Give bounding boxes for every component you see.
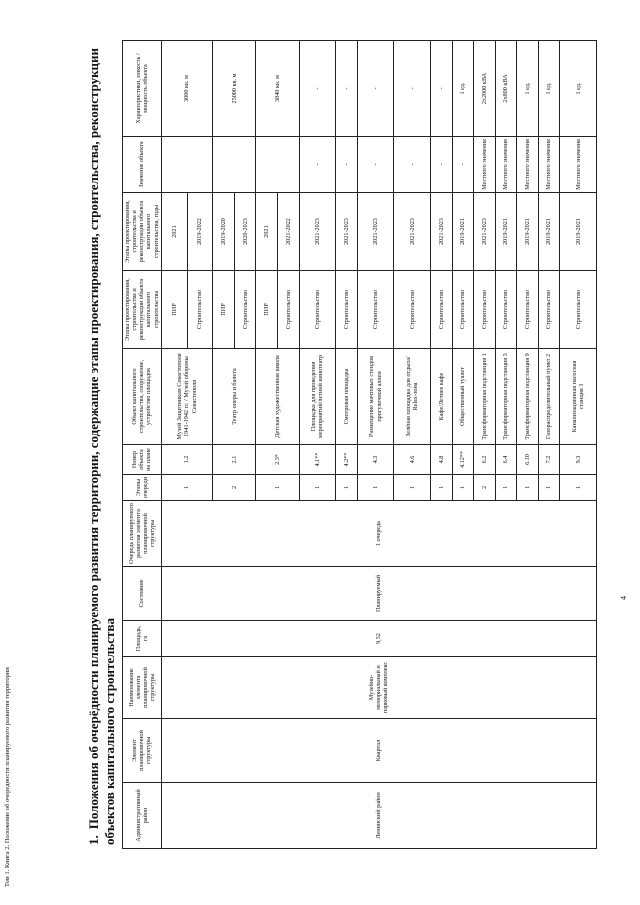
col-element: Элемент планировочной структуры <box>123 719 162 783</box>
cell-characteristics: - <box>357 41 394 137</box>
cell-significance: - <box>431 137 453 193</box>
cell-characteristics: 3000 кв. м <box>161 41 213 137</box>
col-name: Наименование элемента планировочной структуры <box>123 657 162 719</box>
cell-obj-num: 4.2** <box>336 445 358 475</box>
cell-significance <box>213 137 256 193</box>
cell-obj-num: 6.2 <box>474 445 496 475</box>
cell-stage: 1 <box>560 475 597 501</box>
cell-obj-name: Музей Защитникам Севастополя 1941-1942 гг. / Музей обороны Севастополя <box>161 349 213 445</box>
title-line-1: Положения об очерёдности планируемого развития территории, содержащие этапы проектирования, строительства, реконструкции <box>86 47 101 830</box>
cell-years: 2019-2022 <box>187 193 213 271</box>
cell-years: 2021-2023 <box>299 193 336 271</box>
cell-obj-num: 4.6 <box>394 445 431 475</box>
cell-phase: ПИР <box>161 271 187 349</box>
cell-obj-num: 6.10 <box>517 445 539 475</box>
cell-district: Ленинский район <box>161 783 596 849</box>
cell-obj-name: Трансформаторная подстанция 9 <box>517 349 539 445</box>
cell-phase: ПИР <box>256 271 278 349</box>
cell-years: 2021 <box>161 193 187 271</box>
cell-phase: Строительство <box>234 271 256 349</box>
cell-phase: Строительство <box>474 271 496 349</box>
cell-characteristics: 1 ед. <box>560 41 597 137</box>
cell-phase: Строительство <box>394 271 431 349</box>
cell-obj-num: 7.2 <box>538 445 560 475</box>
cell-characteristics: - <box>431 41 453 137</box>
cell-phase: Строительство <box>560 271 597 349</box>
cell-stage: 1 <box>256 475 299 501</box>
col-queue: Очередь планируемого развития элемента планировочной структуры <box>123 501 162 567</box>
cell-stage: 1 <box>517 475 539 501</box>
cell-phase: ПИР <box>213 271 235 349</box>
cell-obj-name: Детская художественная школа <box>256 349 299 445</box>
cell-phase: Строительство <box>299 271 336 349</box>
section-number: 1. <box>86 835 101 845</box>
cell-stage: 2 <box>213 475 256 501</box>
cell-name: Музейно-мемориальный и парковый комплекс <box>161 657 596 719</box>
cell-phase: Строительство <box>336 271 358 349</box>
cell-years: 2019-2021 <box>452 193 474 271</box>
cell-years: 2020-2023 <box>234 193 256 271</box>
cell-significance: - <box>357 137 394 193</box>
cell-phase: Строительство <box>538 271 560 349</box>
cell-characteristics: - <box>299 41 336 137</box>
cell-stage: 1 <box>431 475 453 501</box>
cell-significance: - <box>299 137 336 193</box>
cell-years: 2019-2021 <box>495 193 517 271</box>
cell-obj-name: Зелёная площадка для отдыха/ Relax-зона <box>394 349 431 445</box>
cell-significance: Местного значения <box>560 137 597 193</box>
cell-obj-name: Смотровая площадка <box>336 349 358 445</box>
cell-significance: - <box>336 137 358 193</box>
cell-phase: Строительство <box>517 271 539 349</box>
cell-phase: Строительство <box>452 271 474 349</box>
cell-obj-name: Размещение мачтовых стендов прогулочной аллеи <box>357 349 394 445</box>
header-note: Том 1. Книга 2. Положение об очередности планируемого развития территории <box>4 667 11 887</box>
table-header-row <box>123 41 162 849</box>
col-stage: Этапы очереди <box>123 475 162 501</box>
cell-obj-num: 9.3 <box>560 445 597 475</box>
cell-obj-name: Трансформаторная подстанция 3 <box>495 349 517 445</box>
col-phases: Этапы проектирования, строительства и реконструкции объекта капитального строительства <box>123 271 162 349</box>
cell-status: Планируемый <box>161 567 596 621</box>
table-row <box>161 41 187 849</box>
cell-characteristics: 3840 кв. м <box>256 41 299 137</box>
cell-significance: Местного значения <box>538 137 560 193</box>
cell-significance: Местного значения <box>517 137 539 193</box>
cell-characteristics: - <box>394 41 431 137</box>
col-obj-num: Номер объекта на плане <box>123 445 162 475</box>
title-line-2: объектов капитального строительства <box>102 618 118 845</box>
stages-table <box>122 40 597 849</box>
cell-obj-num: 4.8 <box>431 445 453 475</box>
cell-phase: Строительство <box>187 271 213 349</box>
cell-characteristics: 1 ед. <box>452 41 474 137</box>
cell-characteristics: - <box>336 41 358 137</box>
col-years: Этапы проектирования, строительства и реконструкции объекта капитального строительства, годы <box>123 193 162 271</box>
cell-stage: 1 <box>538 475 560 501</box>
cell-years: 2021-2022 <box>277 193 299 271</box>
cell-years: 2021-2023 <box>474 193 496 271</box>
cell-obj-num: 2.1 <box>213 445 256 475</box>
cell-obj-name: Канализационная насосная станция 3 <box>560 349 597 445</box>
cell-significance <box>161 137 213 193</box>
col-obj-name: Объект капитального строительства, сооружение, устройство площадок <box>123 349 162 445</box>
cell-years: 2021-2023 <box>431 193 453 271</box>
cell-element: Квартал <box>161 719 596 783</box>
cell-characteristics: 1 ед. <box>517 41 539 137</box>
cell-obj-name: Кафе/Летнее кафе <box>431 349 453 445</box>
cell-stage: 2 <box>474 475 496 501</box>
cell-phase: Строительство <box>431 271 453 349</box>
cell-significance: Местного значения <box>495 137 517 193</box>
col-district: Административный район <box>123 783 162 849</box>
cell-significance: Местного значения <box>474 137 496 193</box>
cell-characteristics: 1 ед. <box>538 41 560 137</box>
cell-characteristics: 2х2000 кВА <box>474 41 496 137</box>
cell-stage: 1 <box>357 475 394 501</box>
cell-characteristics: 2х800 кВА <box>495 41 517 137</box>
cell-obj-name: Трансформаторная подстанция 1 <box>474 349 496 445</box>
cell-significance <box>256 137 299 193</box>
cell-obj-num: 2.3* <box>256 445 299 475</box>
cell-obj-num: 6.4 <box>495 445 517 475</box>
cell-obj-name: Общественный туалет <box>452 349 474 445</box>
cell-obj-num: 4.3 <box>357 445 394 475</box>
cell-phase: Строительство <box>357 271 394 349</box>
section-title <box>86 48 119 845</box>
cell-area: 9,52 <box>161 621 596 657</box>
cell-stage: 1 <box>336 475 358 501</box>
cell-queue: 1 очередь <box>161 501 596 567</box>
cell-stage: 1 <box>161 475 213 501</box>
cell-characteristics: 25000 кв. м <box>213 41 256 137</box>
col-characteristics: Характеристики, емкость / мощность объекта <box>123 41 162 137</box>
col-status: Состояние <box>123 567 162 621</box>
cell-stage: 1 <box>452 475 474 501</box>
cell-years: 2021-2023 <box>357 193 394 271</box>
cell-significance: - <box>394 137 431 193</box>
cell-obj-num: 4.12** <box>452 445 474 475</box>
page-number: 4 <box>619 596 628 600</box>
cell-years: 2021-2023 <box>394 193 431 271</box>
col-significance: Значение объекта <box>123 137 162 193</box>
cell-phase: Строительство <box>277 271 299 349</box>
cell-phase: Строительство <box>495 271 517 349</box>
cell-years: 2019-2021 <box>538 193 560 271</box>
cell-stage: 1 <box>299 475 336 501</box>
col-area: Площадь, га <box>123 621 162 657</box>
cell-obj-num: 4.1** <box>299 445 336 475</box>
cell-years: 2019-2021 <box>560 193 597 271</box>
cell-years: 2019-2020 <box>213 193 235 271</box>
cell-years: 2019-2021 <box>517 193 539 271</box>
cell-stage: 1 <box>495 475 517 501</box>
cell-significance: - <box>452 137 474 193</box>
cell-years: 2021 <box>256 193 278 271</box>
cell-obj-num: 1.2 <box>161 445 213 475</box>
cell-obj-name: Газораспределительный пункт 2 <box>538 349 560 445</box>
cell-obj-name: Театр оперы и балета <box>213 349 256 445</box>
cell-stage: 1 <box>394 475 431 501</box>
cell-years: 2021-2023 <box>336 193 358 271</box>
cell-obj-name: Площадка для проведения мероприятий/летний кинотеатр <box>299 349 336 445</box>
